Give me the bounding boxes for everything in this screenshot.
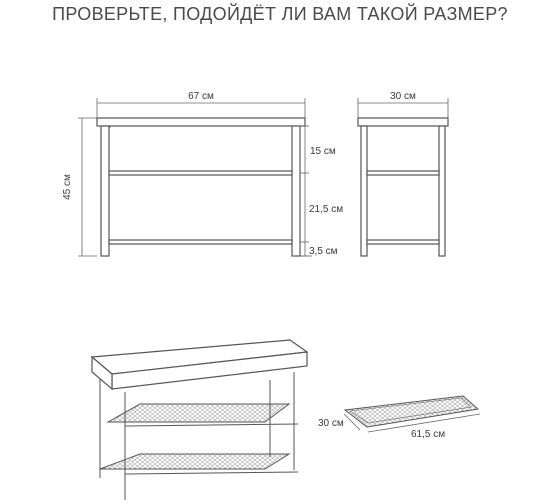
gap-middle-label: 21,5 см — [309, 204, 344, 215]
leg-label: 3,5 см — [309, 246, 338, 257]
shelf-depth-label: 30 см — [318, 418, 344, 429]
shelf-detail — [318, 396, 480, 440]
depth-label: 30 см — [390, 91, 416, 102]
bench-3d-view — [92, 340, 307, 500]
width-label: 67 см — [188, 91, 214, 102]
height-label: 45 см — [62, 174, 73, 200]
page-title: ПРОВЕРЬТЕ, ПОДОЙДЁТ ЛИ ВАМ ТАКОЙ РАЗМЕР? — [52, 4, 508, 24]
gap-top-label: 15 см — [310, 146, 336, 157]
shelf-length-label: 61,5 см — [411, 429, 446, 440]
front-view — [62, 91, 343, 257]
side-view — [358, 91, 448, 256]
